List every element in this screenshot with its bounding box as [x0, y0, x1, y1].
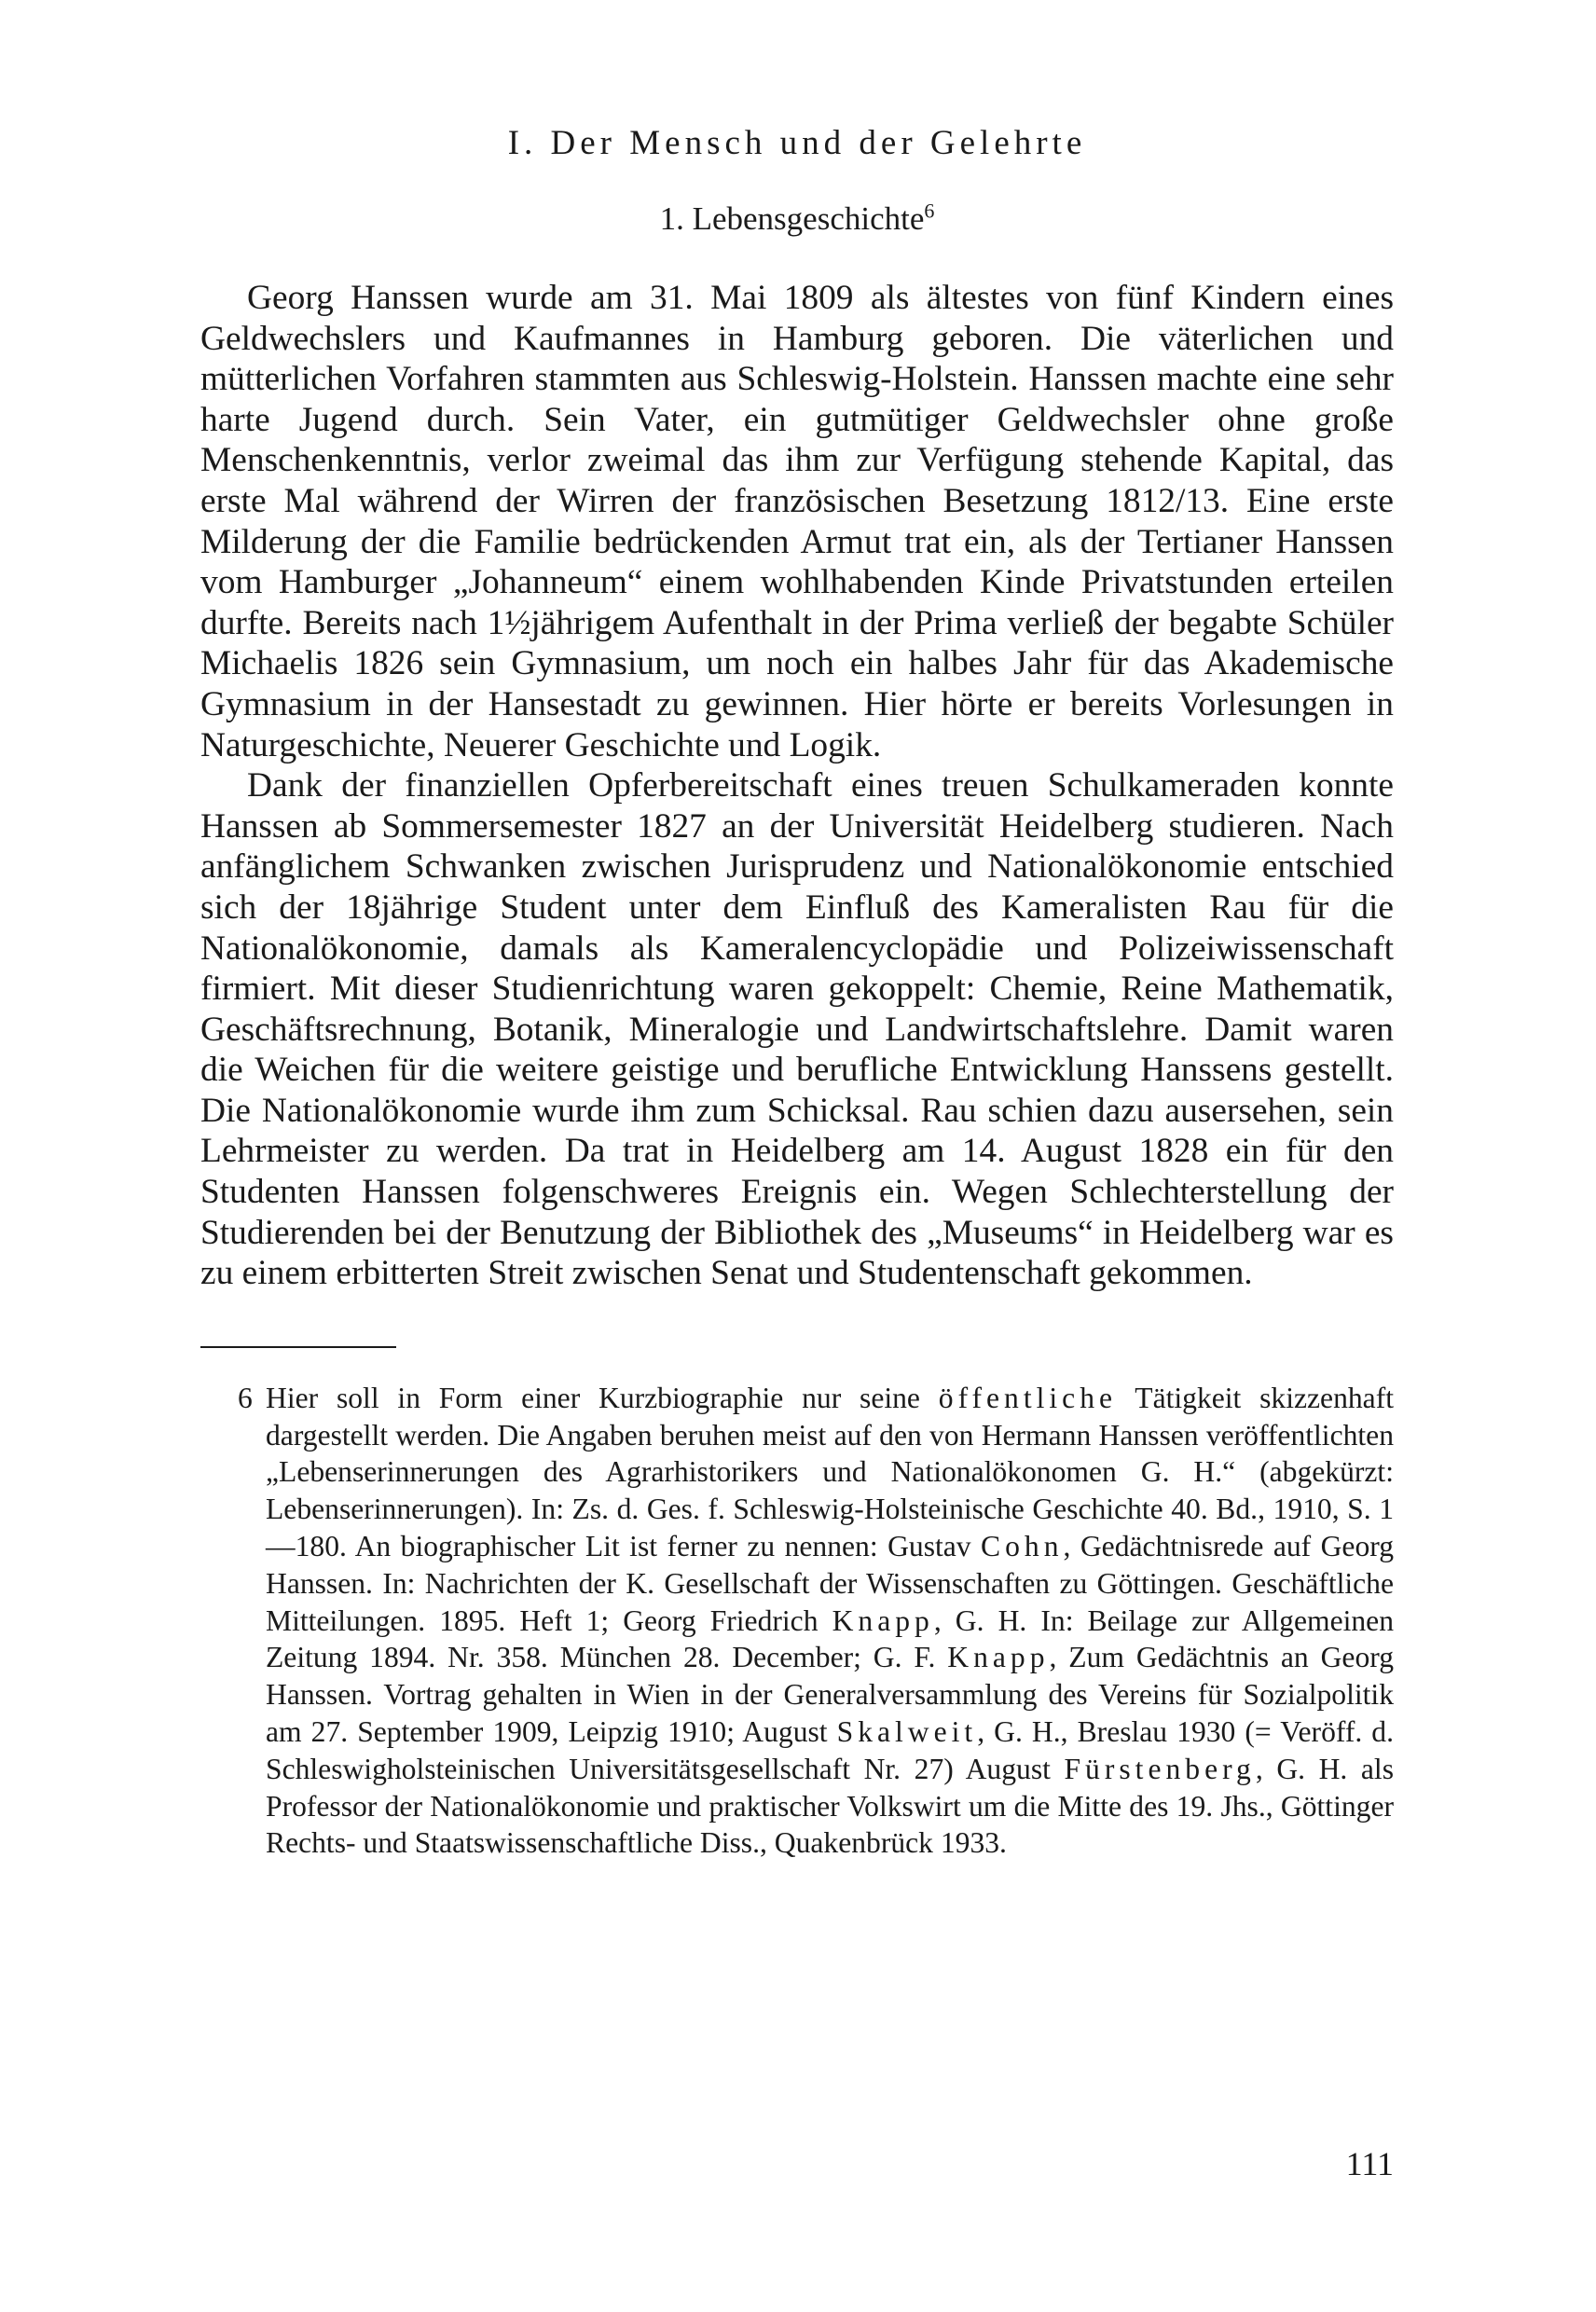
footnote-separator	[200, 1346, 396, 1348]
footnote-text-part: , G. H. als Professor der Nationalökonomie und praktischer Volkswirt um die Mitte des 19. Jhs., Göttinger Rechts- und Staatswissenschaftliche Diss., Quakenbrück 1933.	[266, 1752, 1395, 1860]
section-title-text: 1. Lebensgeschichte	[659, 200, 925, 237]
footnote-author-name: Skalweit	[836, 1715, 978, 1749]
page-number: 111	[1345, 2145, 1394, 2182]
footnote-emphasis: öffentliche	[938, 1381, 1118, 1414]
footnote-author-name: Cohn	[981, 1530, 1064, 1563]
section-title	[200, 198, 1394, 241]
footnote-text-part: , Gedächtnisrede auf Georg Hanssen. In: Nachrichten der K. Gesellschaft der Wissenschaften zu Göttingen. Geschäftliche Mitteilungen. 1895. Heft 1; Georg Friedrich	[266, 1530, 1394, 1637]
paragraph: Georg Hanssen wurde am 31. Mai 1809 als ältestes von fünf Kindern eines Geldwechslers und Kaufmannes in Hamburg geboren. Die väterlichen und mütterlichen Vorfahren stammten aus Schleswig-Holstein. Hanssen machte eine sehr harte Jugend durch. Sein Vater, ein gutmütiger Geldwechsler ohne große Menschenkenntnis, verlor zweimal das ihm zur Verfügung stehende Kapital, das erste Mal während der Wirren der französischen Besetzung 1812/13. Eine erste Milderung der die Familie bedrückenden Armut trat ein, als der Tertianer Hanssen vom Hamburger „Johanneum“ einem wohlhabenden Kinde Privatstunden erteilen durfte. Bereits nach 1½jährigem Aufenthalt in der Prima verließ der begabte Schüler Michaelis 1826 sein Gymnasium, um noch ein halbes Jahr für das Akademische Gymnasium in der Hansestadt zu gewinnen. Hier hörte er bereits Vorlesungen in Naturgeschichte, Neuerer Geschichte und Logik.	[200, 279, 1394, 764]
footnote-author-name: Fürstenberg	[1064, 1752, 1256, 1785]
paragraph: Dank der finanziellen Opferbereitschaft eines treuen Schulkameraden konnte Hanssen ab Sommersemester 1827 an der Universität Heidelberg studieren. Nach anfänglichem Schwanken zwischen Jurisprudenz und Nationalökonomie entschied sich der 18jährige Student unter dem Einfluß des Kameralisten Rau für die Nationalökonomie, damals als Kameralencyclopädie und Polizeiwissenschaft firmiert. Mit dieser Studienrichtung waren gekoppelt: Chemie, Reine Mathematik, Geschäftsrechnung, Botanik, Mineralogie und Landwirtschaftslehre. Damit waren die Weichen für die weitere geistige und berufliche Entwicklung Hanssens gestellt. Die Nationalökonomie wurde ihm zum Schicksal. Rau schien dazu ausersehen, sein Lehrmeister zu werden. Da trat in Heidelberg am 14. August 1828 ein für den Studenten Hanssen folgenschweres Ereignis ein. Wegen Schlechterstellung der Studierenden bei der Benutzung der Bibliothek des „Museums“ in Heidelberg war es zu einem erbitterten Streit zwischen Senat und Studentenschaft gekommen.	[200, 766, 1394, 1293]
footnote-text-part: Hier soll in Form einer Kurzbiographie nur seine	[266, 1381, 939, 1414]
book-page	[200, 121, 1395, 2182]
footnote-reference: 6	[924, 199, 935, 223]
footnote-text-part: , Zum Gedächtnis an Georg Hanssen. Vortrag gehalten in Wien in der Generalversammlung des Vereins für Sozialpolitik am 27. September 1909, Leipzig 1910; August	[266, 1641, 1394, 1749]
body-text	[200, 278, 1394, 1294]
footnote-text-part: Tätigkeit skizzenhaft dargestellt werden. Die Angaben beruhen meist auf den von Hermann Hanssen veröffentlichten „Lebenserinnerungen des Agrarhistorikers und Nationalökonomen G. H.“ (abgekürzt: Lebenserinnerungen). In: Zs. d. Ges. f. Schleswig-Holsteinische Geschichte 40. Bd., 1910, S. 1—180. An biographischer Lit ist ferner zu nennen: Gustav	[266, 1381, 1394, 1563]
footnote-text-part: , G. H. In: Beilage zur Allgemeinen Zeitung 1894. Nr. 358. München 28. December; G. F.	[266, 1603, 1394, 1674]
footnote	[200, 1380, 1394, 1862]
footnote-author-name: Knapp	[832, 1603, 934, 1637]
footnote-text	[266, 1382, 1394, 1860]
footnote-text-part: , G. H., Breslau 1930 (= Veröff. d. Schleswigholsteinischen Universitätsgesellschaft Nr. 27) August	[266, 1715, 1394, 1785]
footnote-author-name: Knapp	[947, 1641, 1050, 1674]
chapter-title: I. Der Mensch und der Gelehrte	[507, 124, 1087, 162]
footnote-number: 6	[238, 1381, 253, 1414]
